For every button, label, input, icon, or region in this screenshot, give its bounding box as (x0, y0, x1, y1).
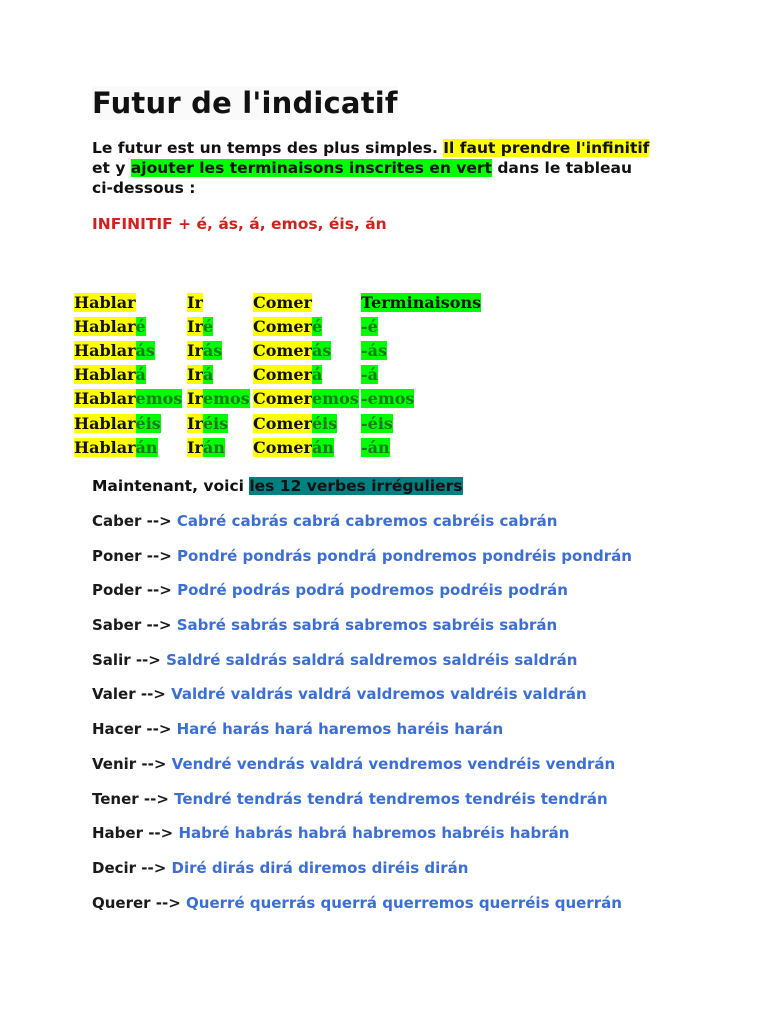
hablar-stem: Hablar (74, 413, 136, 433)
ir-ending: éis (202, 413, 229, 433)
ir-stem: Ir (187, 437, 203, 457)
hablar-stem: Hablar (74, 316, 136, 336)
ir-ending: á (202, 365, 214, 385)
header-hablar: Hablar (74, 292, 136, 312)
verb-forms: Tendré tendrás tendrá tendremos tendréis tendrán (174, 789, 608, 808)
intro-paragraph (92, 138, 652, 198)
verb-forms: Diré dirás dirá diremos diréis dirán (171, 858, 469, 877)
hablar-stem: Hablar (74, 340, 136, 360)
hablar-ending: emos (135, 389, 183, 409)
verb-forms: Vendré vendrás valdrá vendremos vendréis vendrán (171, 754, 616, 773)
verb-infinitive: Querer (92, 893, 151, 912)
table-row (74, 314, 501, 338)
list-item (92, 720, 632, 755)
verb-infinitive: Poner (92, 546, 142, 565)
termination: -án (361, 437, 390, 457)
termination: -emos (361, 389, 415, 409)
ir-stem: Ir (187, 316, 203, 336)
ir-ending: emos (202, 389, 250, 409)
header-comer: Comer (253, 292, 312, 312)
table-body (74, 314, 501, 459)
arrow-text: --> (141, 720, 177, 739)
comer-ending: éis (311, 413, 338, 433)
list-item (92, 790, 632, 825)
verb-infinitive: Hacer (92, 720, 142, 739)
verb-infinitive: Poder (92, 581, 142, 600)
comer-stem: Comer (253, 365, 312, 385)
table-row (74, 363, 501, 387)
verb-infinitive: Valer (92, 685, 136, 704)
irregular-intro-text: Maintenant, voici (92, 477, 250, 495)
verb-forms: Sabré sabrás sabrá sabremos sabréis sabrán (176, 616, 558, 635)
hablar-stem: Hablar (74, 389, 136, 409)
hablar-ending: án (135, 437, 158, 457)
comer-ending: é (311, 316, 323, 336)
arrow-text: --> (141, 512, 177, 530)
hablar-ending: ás (135, 340, 155, 360)
list-item (92, 894, 632, 929)
irregular-heading (92, 477, 463, 495)
hablar-ending: éis (135, 413, 161, 433)
comer-stem: Comer (253, 340, 312, 360)
arrow-text: --> (141, 546, 178, 565)
verb-forms: Habré habrás habrá habremos habréis habrán (178, 824, 570, 843)
hablar-ending: é (135, 316, 146, 336)
arrow-text: --> (138, 789, 175, 808)
comer-stem: Comer (253, 413, 312, 433)
ir-stem: Ir (187, 365, 203, 385)
table-row (74, 411, 501, 435)
table-row (74, 387, 501, 411)
header-ir: Ir (187, 292, 203, 312)
verb-forms: Querré querrás querrá querremos querréis querrán (186, 893, 622, 912)
termination: -á (361, 365, 379, 385)
ir-ending: é (202, 316, 214, 336)
hablar-stem: Hablar (74, 365, 136, 385)
intro-highlight-yellow: Il faut prendre l'infinitif (443, 139, 650, 157)
comer-ending: án (311, 437, 334, 457)
verb-infinitive: Tener (92, 789, 139, 808)
arrow-text: --> (141, 581, 178, 600)
table-row (74, 435, 501, 459)
comer-stem: Comer (253, 316, 312, 336)
list-item (92, 512, 632, 547)
list-item (92, 824, 632, 859)
verb-infinitive: Salir (92, 650, 131, 669)
hablar-stem: Hablar (74, 437, 136, 457)
comer-stem: Comer (253, 389, 312, 409)
ir-ending: ás (202, 340, 223, 360)
arrow-text: --> (141, 616, 177, 635)
verb-forms: Podré podrás podrá podremos podréis podrán (177, 581, 568, 600)
ir-stem: Ir (187, 340, 203, 360)
formula-text: INFINITIF + é, ás, á, emos, éis, án (92, 215, 387, 233)
intro-text-1: Le futur est un temps des plus simples. (92, 139, 444, 157)
conjugation-table (74, 290, 501, 459)
verb-infinitive: Saber (92, 616, 142, 635)
verb-infinitive: Venir (92, 754, 137, 773)
arrow-text: --> (136, 754, 172, 773)
verb-forms: Cabré cabrás cabrá cabremos cabréis cabrán (176, 512, 558, 530)
ir-stem: Ir (187, 389, 203, 409)
list-item (92, 859, 632, 894)
verb-infinitive: Caber (92, 512, 142, 530)
arrow-text: --> (136, 858, 172, 877)
list-item (92, 651, 632, 686)
intro-text-2: et y (92, 159, 131, 177)
header-terminaisons: Terminaisons (361, 292, 482, 312)
table-row (74, 338, 501, 362)
verb-forms: Saldré saldrás saldrá saldremos saldréis saldrán (166, 650, 578, 669)
verb-infinitive: Decir (92, 858, 137, 877)
intro-highlight-green: ajouter les terminaisons inscrites en vert (130, 159, 492, 177)
list-item (92, 616, 632, 651)
comer-ending: emos (311, 389, 359, 409)
arrow-text: --> (130, 650, 167, 669)
ir-stem: Ir (187, 413, 203, 433)
verb-forms: Haré harás hará haremos haréis harán (176, 720, 504, 739)
page-title: Futur de l'indicatif (92, 86, 398, 120)
intro-text-3: dans le tableau ci-dessous : (92, 159, 633, 197)
arrow-text: --> (150, 893, 187, 912)
termination: -ás (361, 340, 388, 360)
list-item (92, 547, 632, 582)
hablar-ending: á (135, 365, 146, 385)
list-item (92, 685, 632, 720)
list-item (92, 755, 632, 790)
termination: -éis (361, 413, 393, 433)
comer-ending: ás (311, 340, 332, 360)
termination: -é (361, 316, 378, 336)
comer-stem: Comer (253, 437, 312, 457)
list-item (92, 581, 632, 616)
ir-ending: án (202, 437, 225, 457)
verb-infinitive: Haber (92, 824, 143, 843)
irregular-highlight: les 12 verbes irréguliers (249, 477, 463, 495)
comer-ending: á (311, 365, 323, 385)
arrow-text: --> (142, 824, 179, 843)
irregular-verb-list (92, 512, 632, 928)
verb-forms: Pondré pondrás pondrá pondremos pondréis pondrán (177, 546, 632, 565)
verb-forms: Valdré valdrás valdrá valdremos valdréis valdrán (171, 685, 587, 704)
table-header-row (74, 290, 501, 314)
arrow-text: --> (135, 685, 172, 704)
